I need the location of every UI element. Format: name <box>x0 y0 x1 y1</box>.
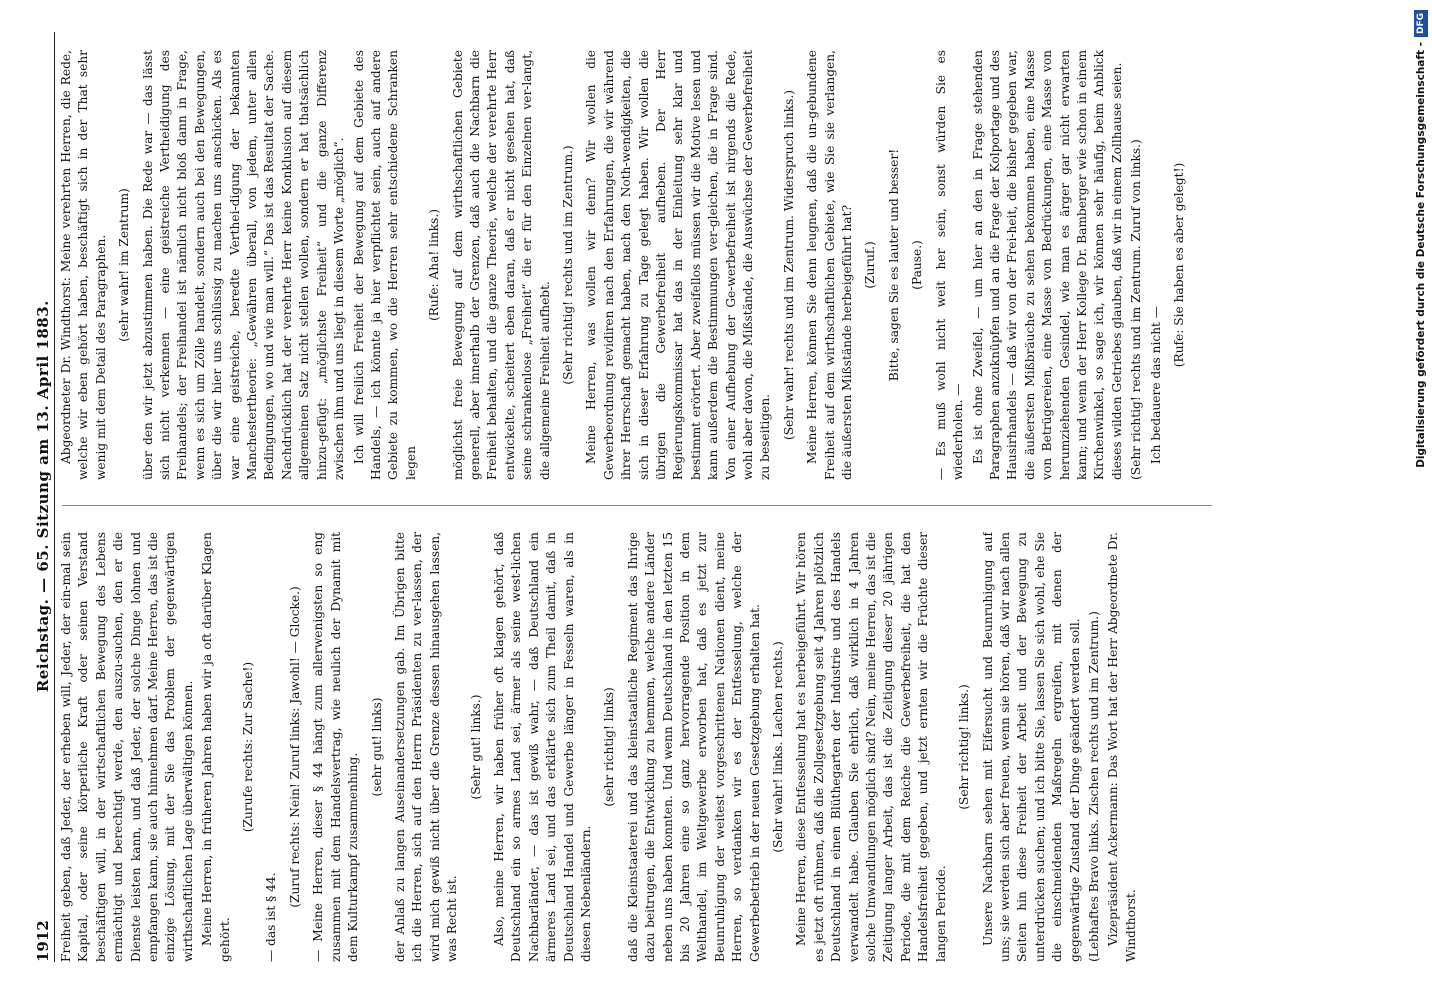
dfg-logo: DFG <box>1414 10 1428 37</box>
interjection: (Zurufe rechts: Zur Sache!) <box>241 661 256 833</box>
interjection: (Pause.) <box>910 240 925 290</box>
paragraph: Unsere Nachbarn sehen mit Eifersucht und Beunruhigung auf uns; sie werden sich aber freuen, wenn sie hören, daß wir nach allen Seiten hin diese Freiheit der Arbeit und der Bewegung zu unterdrücken suchen; und ich bitte Sie, lassen Sie sich wohl, ehe Sie die einschneidenden Maßregeln ergreifen, mit denen der gegenwärtige Zustand der Dinge geändert werden soll. <box>980 532 1082 962</box>
paragraph: — Meine Herren, dieser § 44 hängt zum allerwenigsten so eng zusammen mit dem Handelsvertrag, wie neulich der Dynamit mit dem Kulturkampf zusammenhing. <box>311 532 361 962</box>
paragraph: — Es muß wohl nicht weit her sein, sonst würden Sie es wiederholen. — <box>933 50 966 480</box>
digitization-credit-strip <box>1410 0 1432 1000</box>
interjection: (Sehr richtig! rechts und im Zentrum. Zuruf von links.) <box>1129 139 1144 480</box>
paragraph: Also, meine Herren, wir haben früher oft klagen gehört, daß Deutschland ein so armes Land sei, ärmer als seine west-lichen Nachbarländer, — das ist gewiß wahr, — daß Deutschland ein ärmeres Land sei, und das erklärte sich zum Theil damit, daß in Deutschland Handel und Gewerbe länger in Fesseln waren, als in diesen Nebenländern. <box>491 532 593 962</box>
paragraph: — das ist § 44. <box>264 872 279 962</box>
running-title: Reichstag. — 65. Sitzung am 13. April 1883. <box>34 300 52 693</box>
right-column <box>58 50 1238 480</box>
paragraph: Meine Herren, diese Entfesselung hat es herbeigeführt. Wir hören es jetzt oft rühmen, daß die Zollgesetzgebung seit 4 Jahren plötzlich Deutschland in einen Blüthegarten der Industrie und des Handels verwandelt habe. Glauben Sie ehrlich, daß wirklich in 4 Jahren solche Umwandlungen möglich sind? Nein, meine Herren, das ist die Zeitigung langer Arbeit, das ist die Zeitigung dieser 20 jährigen Periode, die mit dem Reiche die Gewerbefreiheit, die hat den Handelsfreiheit gegeben, und jetzt ernten wir die Früchte dieser langen Periode. <box>794 532 948 962</box>
funding-note: Digitalisierung gefördert durch die Deutsche Forschungsgemeinschaft - <box>1415 42 1427 468</box>
left-column <box>58 532 1238 962</box>
paragraph: Es ist ohne Zweifel, — um hier an den in Frage stehenden Paragraphen anzuknüpfen und an die Frage der Kolportage und des Hausirhandels — daß wir von der Frei-heit, die bisher gegeben war, die äußersten Mißbräuche zu sehen bekommen haben, eine Masse von Betrügereien, eine Masse von Bedrückungen, eine Masse von herumziehenden Gesindel, wie man es ärger gar nicht erwarten kann; und wenn der Herr Kollege Dr. Bamberger wie schon in einem Kirchenwinkel, so sage ich, wir können sehr häufig, beim Anblick dieses wilden Getriebes glauben, daß wir in einem Zollhause seien. <box>970 50 1124 480</box>
interjection: (Sehr wahr! links. Lachen rechts.) <box>771 641 786 853</box>
interjection: (sehr wahr! im Zentrum) <box>117 188 132 342</box>
interjection: (Rufe: Aha! links.) <box>427 208 442 322</box>
paragraph: Meine Herren, in früheren Jahren haben wir ja oft darüber Klagen gehört. <box>200 532 232 962</box>
paragraph: daß die Kleinstaaterei und das kleinstaatliche Regiment das Ihrige dazu beitrugen, die Entwicklung zu hemmen, welche andere Länder neben uns haben konnten. Und wenn Deutschland in den letzten 15 bis 20 Jahren eine so ganz hervorragende Position in dem Welthandel, im Weltgewerbe erworben hat, daß es jetzt zur Beunruhigung der weitest vorgeschrittenen Nationen dient, meine Herren, so verdanken wir es der Entfesselung, welche der Gewerbebetrieb in der neuen Gesetzgebung erhalten hat. <box>625 532 762 962</box>
paragraph: Meine Herren, können Sie denn leugnen, daß die un-gebundene Freiheit auf dem wirthschaftlichen Gebiete, wie Sie sie verlangen, die äußersten Mißstände herbeigeführt hat? <box>805 50 855 480</box>
interjection: (sehr richtig! links) <box>602 687 617 807</box>
interjection: (Rufe: Sie haben es aber gelegt!) <box>1171 162 1186 368</box>
interjection: (Sehr gut! links.) <box>468 694 483 800</box>
page-header <box>24 32 55 962</box>
paragraph: Freiheit geben, daß Jeder, der erheben will, Jeder, der ein-mal sein Kapital, oder seine körperliche Kraft oder seinen Verstand beschäftigen will, in der wirtschaftlichen Bewegung des Lebens ermächtigt und berechtigt werde, den auszu-suchen, den er die Dienste leisten kann, und daß Jeder, der solche Dinge lohnen und empfangen kann, sie auch hinnehmen darf. Meine Herren, das ist die einzige Lösung, mit der Sie das Problem der gegenwärtigen wirthschaftlichen Lage überwältigen können. <box>59 532 195 962</box>
column-divider <box>62 505 1212 506</box>
interjection: (Sehr wahr! rechts und im Zentrum. Widerspruch links.) <box>781 89 796 441</box>
paragraph: Bitte, sagen Sie es lauter und besser! <box>886 148 901 382</box>
speaker-announcement: Vizepräsident Ackermann: Das Wort hat der Herr Abgeordnete Dr. Windthorst. <box>1106 532 1138 962</box>
interjection: (Sehr richtig! links.) <box>957 684 972 810</box>
interjection: (sehr gut! links) <box>369 697 384 797</box>
interjection: (Zuruf rechts: Nein! Zuruf links: Jawohl! — Glocke.) <box>287 586 302 908</box>
paragraph: der Anlaß zu langen Auseinandersetzungen gab. Im Übrigen bitte ich die Herren, sich auf den Herrn Präsidenten zu ver-lassen, der wird mich gewiß nicht über die Grenze dessen hinausgehen lassen, was Recht ist. <box>392 532 460 962</box>
page-number: 1912 <box>34 920 52 962</box>
interjection: (Sehr richtig! rechts und im Zentrum.) <box>560 145 575 385</box>
interjection: (Zuruf.) <box>863 241 878 289</box>
paragraph: Meine Herren, was wollen wir denn? Wir wollen die Gewerbeordnung revidiren nach den Erfahrungen, die wir während ihrer Herrschaft gemacht haben, nach den Noth-wendigkeiten, die sich in dieser Erfahrung zu Tage gelegt haben. Wir wollen die übrigen die Gewerbefreiheit aufheben. Der Herr Regierungskommissar hat das in der Einleitung sehr klar und bestimmt erörtert. Aber zweifellos müssen wir die Motive lesen und kann außerdem die Bestimmungen ver-gleichen, die in Frage sind. Von einer Aufhebung der Ge-werbefreiheit ist nirgends die Rede, wohl aber davon, die Mißstände, die Auswüchse der Gewerbefreiheit zu beseitigen. <box>584 50 773 480</box>
digitization-credit <box>1410 0 1432 1000</box>
paragraph: möglichst freie Bewegung auf dem wirthschaftlichen Gebiete generell, aber innerhalb der Grenzen, daß auch die Nachbarn die Freiheit behalten, und die ganze Theorie, welche der verehrte Herr entwickelte, scheitert eben daran, daß er nicht gesehen hat, daß seine schrankenlose „Freiheit“ die er für den Einzelnen ver-langt, die allgemeine Freiheit aufhebt. <box>450 50 552 480</box>
paragraph: Ich will freilich Freiheit der Bewegung auf dem Gebiete des Handels, — ich könnte ja hier verpflichtet sein, auch auf andere Gebiete zu kommen, wo die Herren sehr entschiedene Schranken legen <box>351 50 418 480</box>
interjection: (Lebhaftes Bravo links. Zischen rechts und im Zentrum.) <box>1086 611 1101 962</box>
paragraph: über den wir jetzt abzustimmen haben. Die Rede war — das lässt sich nicht verkennen — eine geistreiche Vertheidigung des Freihandels; der Freihandel ist nämlich nicht bloß dann in Frage, wenn es sich um Zölle handelt, sondern auch bei den Bewegungen, über die wir hier uns schlüssig zu machen uns anschicken. Als es war eine geistreiche, beredte Verthei-digung der bekannten Manchestertheorie: „Gewähren überall, von jedem, unter allen Bedingungen, wo und wie man will.“ Das ist das Resultat der Sache. Nachdrücklich hat der verehrte Herr keine Konklusion auf diesem allgemeinen Satz nicht stellen wollen, sondern er hat thatsächlich hinzu-gefügt: „möglichste Freiheit“ und die ganze Differenz zwischen ihm und uns liegt in diesem Worte „möglich“. <box>140 50 347 480</box>
speaker-paragraph: Abgeordneter Dr. Windthorst: Meine verehrten Herren, die Rede, welche wir eben gehört haben, beschäftigt sich in der That sehr wenig mit dem Detail des Paragraphen. <box>59 50 108 480</box>
paragraph: Ich bedauere das nicht — <box>1148 306 1163 464</box>
